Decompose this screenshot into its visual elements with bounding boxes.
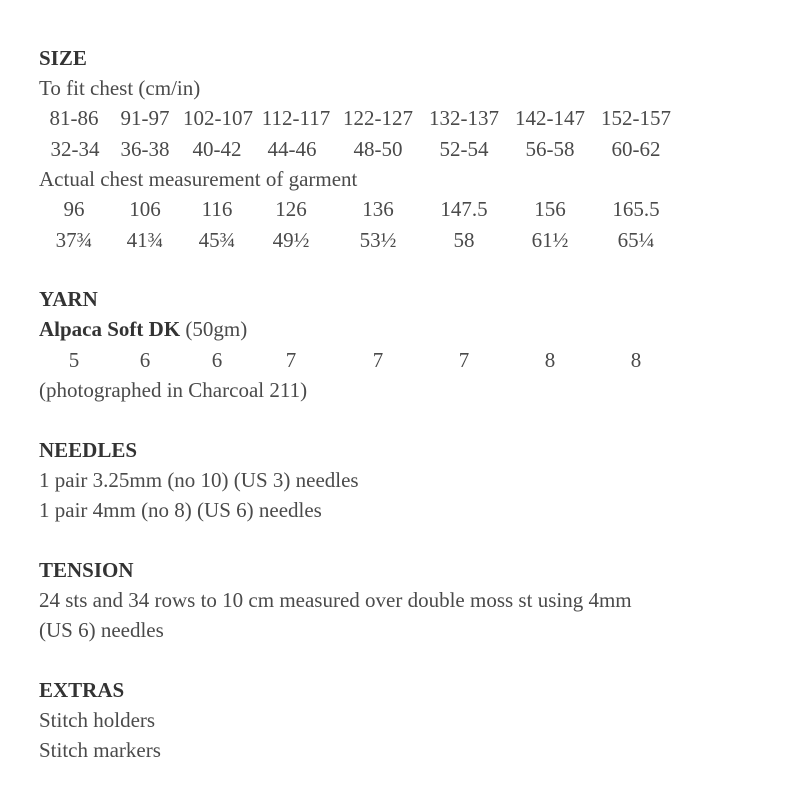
chest-cm-cell: 91-97: [120, 106, 170, 130]
chest-in-cell: 36-38: [120, 137, 170, 161]
chest-in-cell: 44-46: [267, 137, 317, 161]
actual-cm-cell: 96: [63, 197, 85, 221]
chest-cm-cell: 81-86: [49, 106, 99, 130]
chest-cm-cell: 122-127: [343, 106, 413, 130]
actual-cm-cell: 156: [534, 197, 566, 221]
yarn-balls-row: [0, 345, 787, 375]
yarn-balls-cell: 8: [630, 348, 642, 372]
extras-item: Stitch markers: [39, 738, 161, 762]
actual-in-row: [0, 225, 787, 255]
needles-item: 1 pair 3.25mm (no 10) (US 3) needles: [39, 468, 359, 492]
chest-in-cell: 52-54: [439, 137, 489, 161]
chest-in-cell: 32-34: [50, 137, 100, 161]
actual-in-cell: 41¾: [126, 228, 164, 252]
chest-cm-cell: 152-157: [601, 106, 671, 130]
chest-in-cell: 40-42: [192, 137, 242, 161]
actual-cm-cell: 165.5: [612, 197, 660, 221]
chest-cm-row: [0, 103, 787, 133]
extras-item: Stitch holders: [39, 708, 156, 732]
needles-item: 1 pair 4mm (no 8) (US 6) needles: [39, 498, 322, 522]
actual-in-cell: 37¾: [55, 228, 93, 252]
chest-cm-cell: 132-137: [429, 106, 499, 130]
actual-cm-cell: 136: [362, 197, 394, 221]
actual-cm-cell: 126: [275, 197, 307, 221]
chest-cm-cell: 102-107: [183, 106, 253, 130]
chest-in-cell: 60-62: [611, 137, 661, 161]
actual-chest-label: Actual chest measurement of garment: [39, 167, 358, 191]
actual-in-cell: 61½: [531, 228, 569, 252]
extras-heading: EXTRAS: [39, 678, 125, 702]
size-heading: SIZE: [39, 46, 87, 70]
yarn-weight: (50gm): [180, 317, 248, 341]
actual-cm-cell: 106: [129, 197, 161, 221]
chest-cm-cell: 142-147: [515, 106, 585, 130]
actual-in-cell: 45¾: [198, 228, 236, 252]
yarn-heading: YARN: [39, 287, 98, 311]
yarn-balls-cell: 7: [458, 348, 470, 372]
yarn-balls-cell: 7: [372, 348, 384, 372]
actual-cm-cell: 147.5: [440, 197, 488, 221]
yarn-balls-cell: 5: [68, 348, 80, 372]
yarn-balls-cell: 6: [139, 348, 151, 372]
yarn-balls-cell: 7: [285, 348, 297, 372]
tension-line: 24 sts and 34 rows to 10 cm measured over double moss st using 4mm: [39, 588, 632, 612]
yarn-balls-cell: 8: [544, 348, 556, 372]
yarn-line: [39, 314, 247, 344]
tension-heading: TENSION: [39, 558, 134, 582]
chest-in-cell: 56-58: [525, 137, 575, 161]
yarn-balls-cell: 6: [211, 348, 223, 372]
needles-heading: NEEDLES: [39, 438, 138, 462]
actual-in-cell: 49½: [272, 228, 310, 252]
chest-label: To fit chest (cm/in): [39, 76, 201, 100]
actual-in-cell: 65¼: [617, 228, 655, 252]
yarn-name: Alpaca Soft DK: [39, 317, 181, 341]
chest-in-row: [0, 134, 787, 164]
chest-cm-cell: 112-117: [261, 106, 331, 130]
actual-in-cell: 58: [453, 228, 475, 252]
chest-in-cell: 48-50: [353, 137, 403, 161]
actual-in-cell: 53½: [359, 228, 397, 252]
actual-cm-cell: 116: [201, 197, 233, 221]
yarn-note: (photographed in Charcoal 211): [39, 378, 308, 402]
tension-line: (US 6) needles: [39, 618, 164, 642]
actual-cm-row: [0, 194, 787, 224]
